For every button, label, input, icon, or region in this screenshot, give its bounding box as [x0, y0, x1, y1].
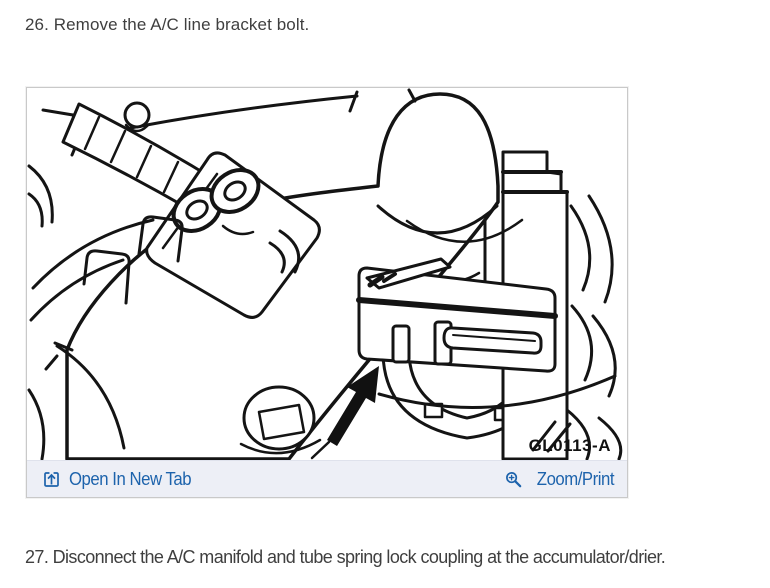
diagram-code-label: GL0113-A	[528, 436, 611, 455]
step-27-text: 27. Disconnect the A/C manifold and tube spring lock coupling at the accumulator/drier.	[25, 547, 666, 567]
diagram-area	[27, 88, 627, 460]
right-rib-arcs	[567, 196, 621, 459]
zoom-print-label: Zoom/Print	[536, 468, 614, 489]
figure-frame	[26, 87, 628, 498]
open-in-new-tab-label: Open In New Tab	[69, 468, 192, 489]
magnifier-plus-icon	[505, 471, 522, 488]
engine-line-diagram	[27, 88, 627, 460]
open-in-new-tab-icon	[43, 471, 60, 488]
open-in-new-tab-link[interactable]	[43, 469, 200, 490]
zoom-print-link[interactable]	[505, 469, 614, 490]
figure-toolbar	[27, 460, 627, 497]
step-26-text: 26. Remove the A/C line bracket bolt.	[25, 15, 310, 34]
